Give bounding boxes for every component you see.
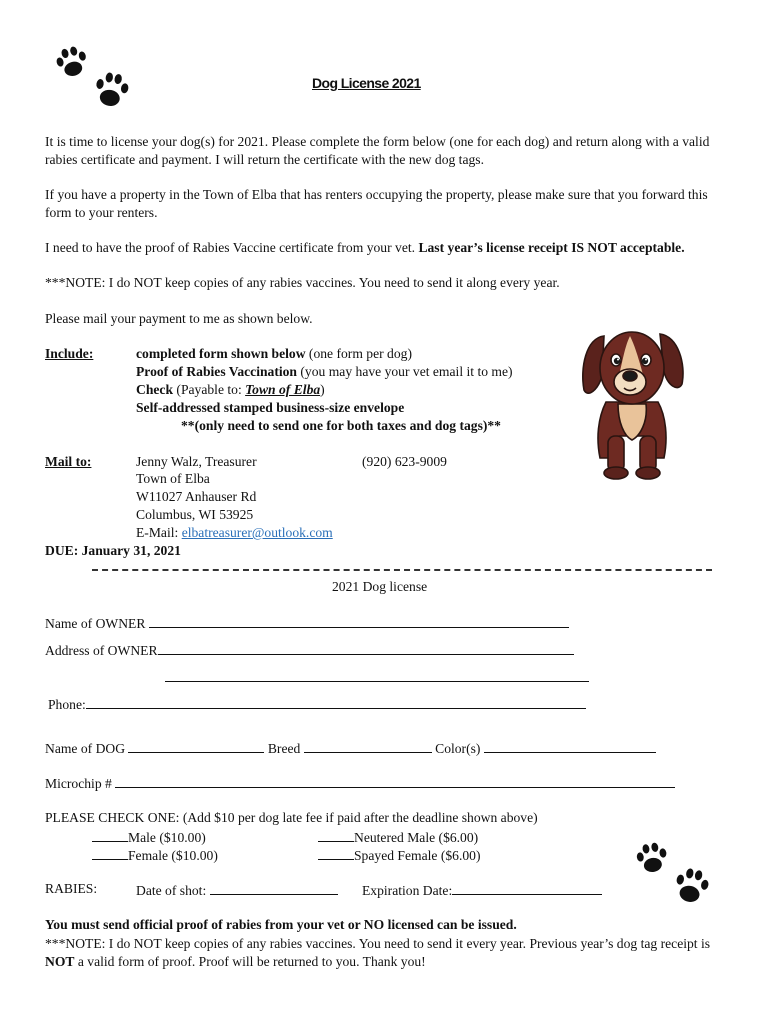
include-label: Include: <box>45 346 94 361</box>
form-heading: 2021 Dog license <box>332 579 428 594</box>
page-title: Dog License 2021 <box>312 75 421 91</box>
phone-field[interactable] <box>86 695 586 709</box>
female-option: Female ($10.00) <box>92 846 218 864</box>
intro-mail-instruction: Please mail your payment to me as shown below. <box>45 311 313 326</box>
mail-street: W11027 Anhauser Rd <box>136 489 257 504</box>
include-item-check: Check (Payable to: Town of Elba) <box>136 382 325 397</box>
treasurer-name: Jenny Walz, Treasurer <box>136 454 257 469</box>
dog-name-field[interactable] <box>128 739 264 753</box>
intro-note: ***NOTE: I do NOT keep copies of any rabies vaccines. You need to send it along every year. <box>45 275 560 290</box>
mail-city: Columbus, WI 53925 <box>136 507 254 522</box>
intro-paragraph-3 <box>45 239 735 257</box>
check-one-instruction: PLEASE CHECK ONE: (Add $10 per dog late fee if paid after the deadline shown above) <box>45 810 538 825</box>
owner-address-field[interactable] <box>158 641 574 655</box>
mail-email-line: E-Mail: elbatreasurer@outlook.com <box>136 525 333 540</box>
intro-paragraph-1: It is time to license your dog(s) for 2021. Please complete the form below (one for each dog) and return along with a valid rabies certificate and payment. I will return the certificate with the new dog tags. <box>45 134 710 167</box>
owner-name-field[interactable] <box>149 614 569 628</box>
owner-address-line-2 <box>165 668 589 686</box>
spayed-checkbox[interactable] <box>318 846 354 860</box>
include-note: **(only need to send one for both taxes and dog tags)** <box>181 418 501 433</box>
microchip-row: Microchip # <box>45 774 675 792</box>
payee-name: Town of Elba <box>245 382 321 397</box>
owner-name-row: Name of OWNER <box>45 614 569 632</box>
treasurer-phone: (920) 623-9009 <box>362 454 447 469</box>
dog-info-row: Name of DOG Breed Color(s) <box>45 739 656 757</box>
female-checkbox[interactable] <box>92 846 128 860</box>
cut-line-divider <box>92 569 712 573</box>
expiration-field[interactable] <box>452 881 602 895</box>
microchip-field[interactable] <box>115 774 675 788</box>
due-date: DUE: January 31, 2021 <box>45 543 181 558</box>
male-option: Male ($10.00) <box>92 828 206 846</box>
shot-date-row: Date of shot: <box>136 881 338 899</box>
include-item-envelope: Self-addressed stamped business-size envelope <box>136 400 405 415</box>
owner-address-field-2[interactable] <box>165 668 589 682</box>
footer-note: ***NOTE: I do NOT keep copies of any rabies vaccines. You need to send it every year. Previous year’s dog tag receipt is NOT a valid form of proof. Proof will be returned to you. Thank you! <box>45 936 711 969</box>
phone-row: Phone: <box>48 695 586 713</box>
paw-prints-top-icon <box>52 44 137 116</box>
rabies-label: RABIES: <box>45 881 98 896</box>
expiration-row: Expiration Date: <box>362 881 602 899</box>
dog-illustration <box>578 318 688 482</box>
shot-date-field[interactable] <box>210 881 338 895</box>
owner-address-row: Address of OWNER <box>45 641 574 659</box>
footer-warning: You must send official proof of rabies from your vet or NO licensed can be issued. <box>45 917 517 932</box>
spayed-option: Spayed Female ($6.00) <box>318 846 480 864</box>
colors-field[interactable] <box>484 739 656 753</box>
mail-to-label: Mail to: <box>45 454 92 469</box>
breed-field[interactable] <box>304 739 432 753</box>
male-checkbox[interactable] <box>92 828 128 842</box>
include-item-form: completed form shown below (one form per dog) <box>136 346 412 361</box>
receipt-warning: Last year’s license receipt IS NOT acceptable. <box>418 240 685 255</box>
rabies-proof-text: I need to have the proof of Rabies Vaccine certificate from your vet. <box>45 240 419 255</box>
intro-paragraph-2: If you have a property in the Town of Elba that has renters occupying the property, please make sure that you forward this form to your renters. <box>45 187 708 220</box>
include-item-rabies: Proof of Rabies Vaccination (you may have your vet email it to me) <box>136 364 513 379</box>
neutered-checkbox[interactable] <box>318 828 354 842</box>
neutered-option: Neutered Male ($6.00) <box>318 828 478 846</box>
paw-prints-bottom-icon <box>634 840 716 912</box>
email-link[interactable]: elbatreasurer@outlook.com <box>181 525 333 540</box>
mail-org: Town of Elba <box>136 471 210 486</box>
